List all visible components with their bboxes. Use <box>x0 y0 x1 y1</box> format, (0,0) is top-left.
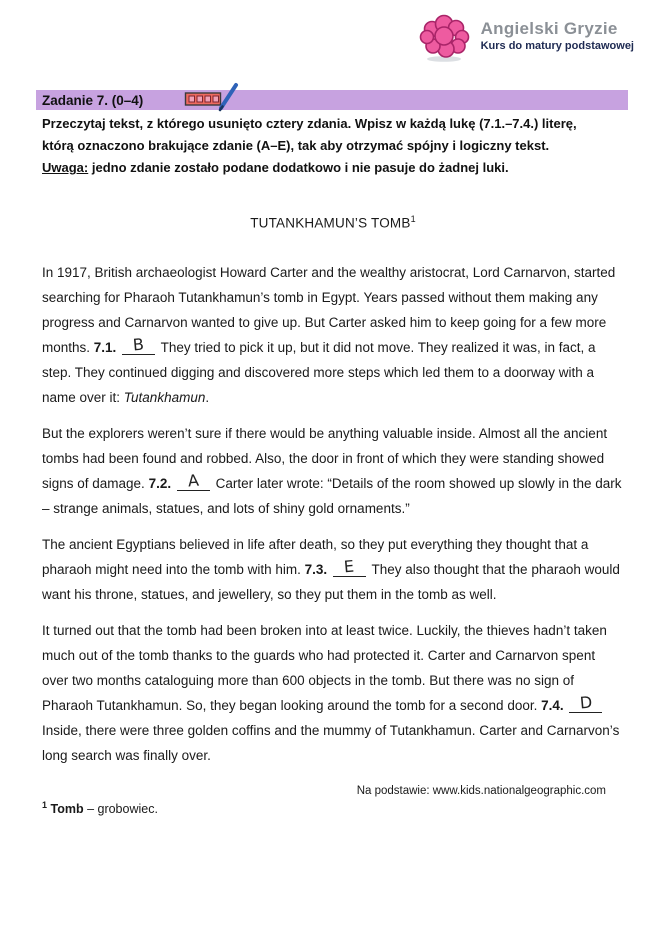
article-title <box>42 207 624 236</box>
answer-blank[interactable] <box>177 470 210 491</box>
answer-boxes-pen-icon <box>184 82 242 112</box>
paragraph-text: Inside, there were three golden coffins and the mummy of Tutankhamun. Carter and Carnarvon’s long search was finally over. <box>42 722 620 763</box>
gap-number: 7.1. <box>93 339 117 355</box>
task-instructions <box>42 113 630 179</box>
brand-name: Angielski Gryzie <box>480 19 618 38</box>
gap-7-1 <box>93 334 157 355</box>
article-paragraph-4 <box>42 618 624 768</box>
brand-subtitle: Kurs do matury podstawowej <box>480 40 634 52</box>
gap-7-2 <box>148 470 212 491</box>
paragraph-text: The ancient Egyptians believed in life after death, so they put everything they thought that a pharaoh might need into the tomb with him. <box>42 536 589 577</box>
instruction-line-2: którą oznaczono brakujące zdanie (A–E), tak aby otrzymać spójny i logiczny tekst. <box>42 138 550 153</box>
gap-7-4 <box>541 692 604 713</box>
paragraph-text: They tried to pick it up, but it did not move. They realized it was, in fact, a step. They continued digging and discovered more steps which led them to a doorway with a name over it: <box>42 339 596 405</box>
answer-blank[interactable] <box>122 334 155 355</box>
article <box>42 207 624 804</box>
answer-blank[interactable] <box>333 556 366 577</box>
paragraph-text: Tutankhamun <box>123 389 206 405</box>
task-header-label: Zadanie 7. (0–4) <box>42 92 144 108</box>
note-text: jedno zdanie zostało podane dodatkowo i nie pasuje do żadnej luki. <box>88 160 509 175</box>
paragraph-text: But the explorers weren’t sure if there would be anything valuable inside. Almost all the ancient tombs had been found and robbed. Also, the door in front of which they were standing showed signs of damage. <box>42 425 608 491</box>
footnote-term: Tomb <box>50 802 84 817</box>
handwritten-answer: D <box>578 692 593 713</box>
paragraph-text: In 1917, British archaeologist Howard Carter and the wealthy aristocrat, Lord Carnarvon, started searching for Pharaoh Tutankhamun’s tomb in Egypt. Years passed without them making any progress and Carnarvon wanted to give up. But Carter asked him to keep going for a few more months. <box>42 264 616 355</box>
footnote-mark: 1 <box>42 800 48 810</box>
article-title-text: TUTANKHAMUN’S TOMB <box>250 215 411 231</box>
title-footnote-mark: 1 <box>410 214 416 224</box>
paragraph-text: Carter later wrote: “Details of the room showed up slowly in the dark – strange animals, statues, and lots of shiny gold ornaments.” <box>42 475 622 516</box>
article-paragraph-3 <box>42 532 624 607</box>
article-paragraphs <box>42 260 624 768</box>
pen-icon <box>220 85 236 110</box>
gap-7-3 <box>304 556 368 577</box>
paragraph-text: . <box>205 389 210 405</box>
answer-blank[interactable] <box>569 692 602 713</box>
instruction-note-line <box>42 157 630 179</box>
source-line: Na podstawie: www.kids.nationalgeographic.com <box>356 784 606 797</box>
task-header-bar <box>36 90 628 110</box>
article-paragraph-1 <box>42 260 624 410</box>
gap-number: 7.4. <box>541 697 564 713</box>
brand-logo <box>419 13 634 63</box>
handwritten-answer: B <box>132 334 145 354</box>
footnote-definition: – grobowiec. <box>83 802 158 817</box>
brand-text <box>481 13 634 53</box>
article-paragraph-2 <box>42 421 624 521</box>
gap-number: 7.2. <box>148 475 172 491</box>
handwritten-answer: E <box>343 556 356 576</box>
handwritten-answer: A <box>186 470 200 490</box>
footnote <box>42 800 158 816</box>
note-label: Uwaga: <box>42 160 89 175</box>
paragraph-text: They also thought that the pharaoh would want his throne, statues, and jewellery, so they put them in the tomb as well. <box>42 561 620 602</box>
gap-number: 7.3. <box>304 561 328 577</box>
paragraph-text: It turned out that the tomb had been broken into at least twice. Luckily, the thieves hadn’t taken much out of the tomb thanks to the guards who had protected it. Carter and Carnarvon spent over two months cataloguing more than 600 objects in the tomb. But there was no sign of Pharaoh Tutankhamun. So, they began looking around the tomb for a second door. <box>42 622 607 713</box>
instruction-line-1: Przeczytaj tekst, z którego usunięto cztery zdania. Wpisz w każdą lukę (7.1.–7.4.) literę, <box>42 116 577 131</box>
brain-icon <box>419 13 471 63</box>
